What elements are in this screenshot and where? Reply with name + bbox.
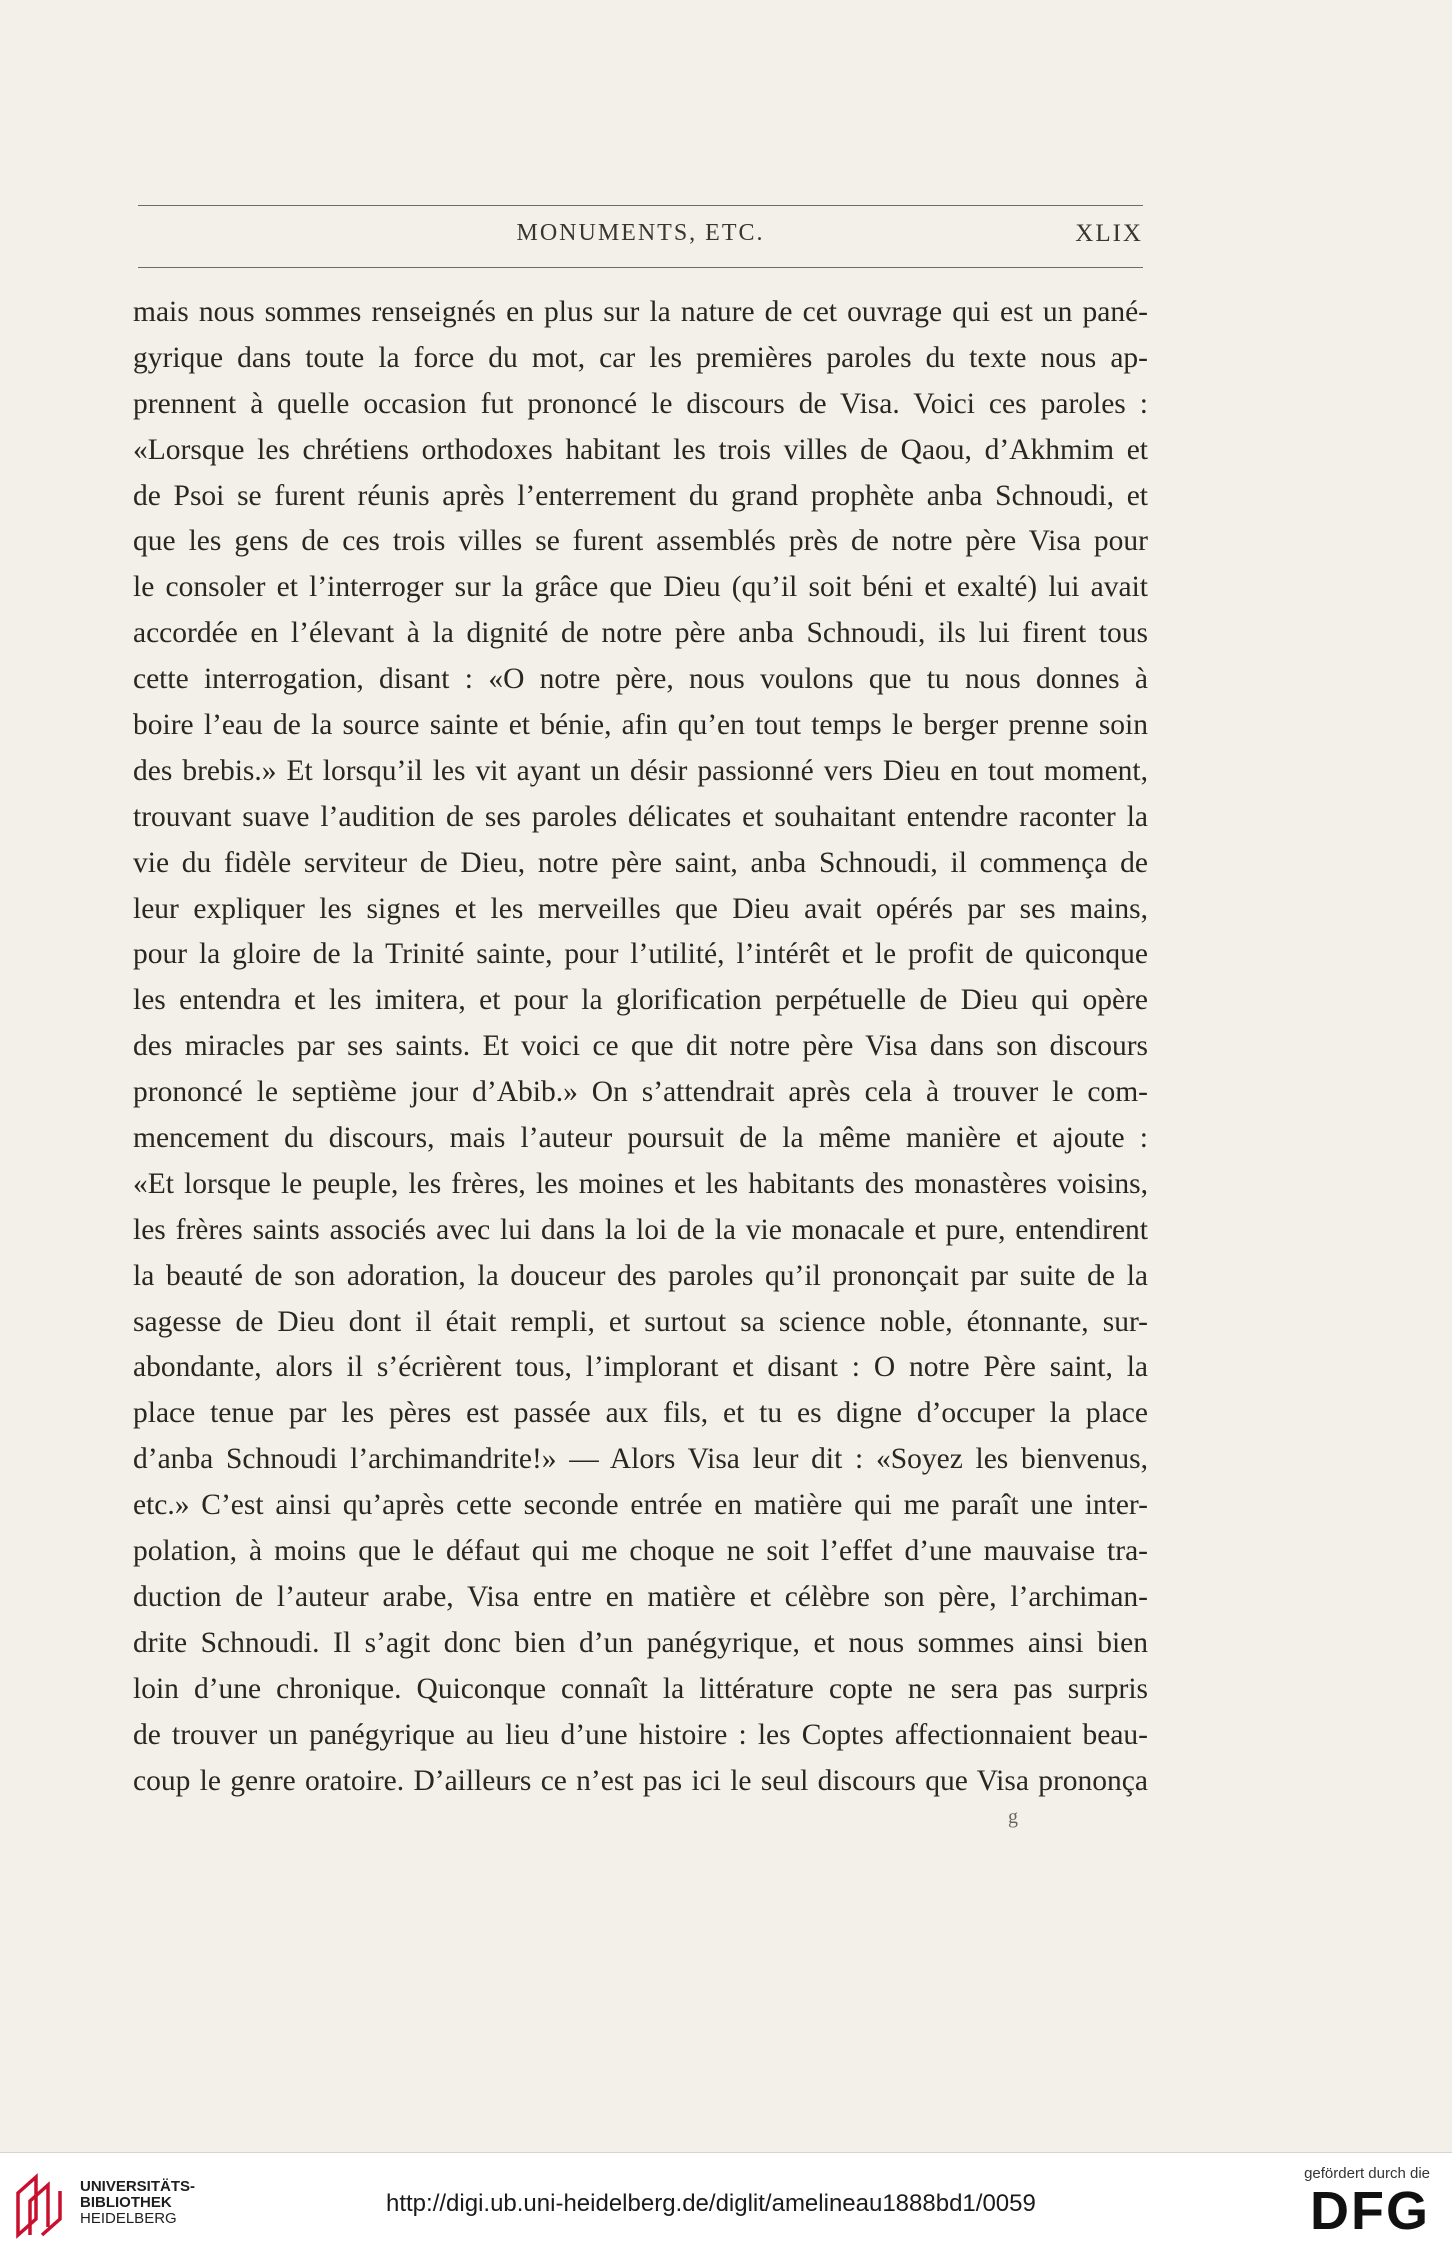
text-line: «Lorsque les chrétiens orthodoxes habitant les trois villes de Qaou, d’Akhmim et: [133, 433, 1148, 466]
text-line: cette interrogation, disant : «O notre père, nous voulons que tu nous donnes à: [133, 663, 1148, 696]
text-line: le consoler et l’interroger sur la grâce que Dieu (qu’il soit béni et exalté) lui avait: [133, 571, 1148, 604]
text-line: accordée en l’élevant à la dignité de notre père anba Schnoudi, ils lui firent tous: [133, 617, 1148, 650]
dfg-logo[interactable]: DFG: [1310, 2181, 1430, 2241]
page-number: XLIX: [1075, 220, 1143, 247]
text-line: pour la gloire de la Trinité sainte, pour l’utilité, l’intérêt et le profit de quiconque: [133, 938, 1148, 971]
text-line: les frères saints associés avec lui dans la loi de la vie monacale et pure, entendirent: [133, 1213, 1148, 1246]
viewer-footer: [0, 2152, 1452, 2257]
text-line: etc.» C’est ainsi qu’après cette seconde entrée en matière qui me paraît une inter-: [133, 1489, 1148, 1522]
header-rule-top: [138, 205, 1143, 206]
text-line: de trouver un panégyrique au lieu d’une histoire : les Coptes affectionnaient beau-: [133, 1718, 1148, 1751]
library-logo-icon[interactable]: [14, 2171, 70, 2239]
text-line: que les gens de ces trois villes se furent assemblés près de notre père Visa pour: [133, 525, 1148, 558]
running-header: [138, 216, 1143, 256]
text-line: place tenue par les pères est passée aux fils, et tu es digne d’occuper la place: [133, 1397, 1148, 1430]
library-name-line2: BIBLIOTHEK: [80, 2194, 172, 2211]
text-line: drite Schnoudi. Il s’agit donc bien d’un panégyrique, et nous sommes ainsi bien: [133, 1626, 1148, 1659]
text-line: des miracles par ses saints. Et voici ce que dit notre père Visa dans son discours: [133, 1030, 1148, 1063]
text-line: vie du fidèle serviteur de Dieu, notre père saint, anba Schnoudi, il commença de: [133, 846, 1148, 879]
text-line: de Psoi se furent réunis après l’enterrement du grand prophète anba Schnoudi, et: [133, 479, 1148, 512]
text-line: la beauté de son adoration, la douceur des paroles qu’il prononçait par suite de la: [133, 1259, 1148, 1292]
text-line: abondante, alors il s’écrièrent tous, l’implorant et disant : O notre Père saint, la: [133, 1351, 1148, 1384]
library-name-line3: HEIDELBERG: [80, 2210, 177, 2227]
text-line: duction de l’auteur arabe, Visa entre en matière et célèbre son père, l’archiman-: [133, 1580, 1148, 1613]
text-line: des brebis.» Et lorsqu’il les vit ayant un désir passionné vers Dieu en tout moment,: [133, 754, 1148, 787]
header-rule-bottom: [138, 267, 1143, 268]
text-line: trouvant suave l’audition de ses paroles délicates et souhaitant entendre raconter la: [133, 800, 1148, 833]
text-line: sagesse de Dieu dont il était rempli, et surtout sa science noble, étonnante, sur-: [133, 1305, 1148, 1338]
library-name: [80, 2179, 195, 2227]
text-line: prononcé le septième jour d’Abib.» On s’attendrait après cela à trouver le com-: [133, 1076, 1148, 1109]
text-line: d’anba Schnoudi l’archimandrite!» — Alors Visa leur dit : «Soyez les bienvenus,: [133, 1443, 1148, 1476]
text-line: mais nous sommes renseignés en plus sur la nature de cet ouvrage qui est un pané-: [133, 296, 1148, 328]
permalink-url[interactable]: http://digi.ub.uni-heidelberg.de/diglit/amelineau1888bd1/0059: [386, 2190, 1036, 2217]
text-line: «Et lorsque le peuple, les frères, les moines et les habitants des monastères voisins,: [133, 1167, 1148, 1200]
body-text: [133, 290, 1148, 1804]
text-line: prennent à quelle occasion fut prononcé le discours de Visa. Voici ces paroles :: [133, 387, 1148, 420]
text-line: les entendra et les imitera, et pour la glorification perpétuelle de Dieu qui opère: [133, 984, 1148, 1017]
library-name-line1: UNIVERSITÄTS-: [80, 2178, 196, 2195]
text-line: polation, à moins que le défaut qui me choque ne soit l’effet d’une mauvaise tra-: [133, 1535, 1148, 1568]
funding-label: gefördert durch die: [1304, 2165, 1430, 2182]
text-line: leur expliquer les signes et les merveilles que Dieu avait opérés par ses mains,: [133, 892, 1148, 925]
text-line: mencement du discours, mais l’auteur poursuit de la même manière et ajoute :: [133, 1122, 1148, 1155]
funding-notice: [1290, 2165, 1430, 2240]
text-line: loin d’une chronique. Quiconque connaît la littérature copte ne sera pas surpris: [133, 1672, 1148, 1705]
signature-mark: g: [1008, 1806, 1018, 1828]
text-line: boire l’eau de la source sainte et bénie, afin qu’en tout temps le berger prenne soin: [133, 709, 1148, 742]
text-line: gyrique dans toute la force du mot, car les premières paroles du texte nous ap-: [133, 341, 1148, 374]
running-title: MONUMENTS, ETC.: [516, 220, 765, 246]
text-line: coup le genre oratoire. D’ailleurs ce n’est pas ici le seul discours que Visa prononça: [133, 1764, 1148, 1797]
